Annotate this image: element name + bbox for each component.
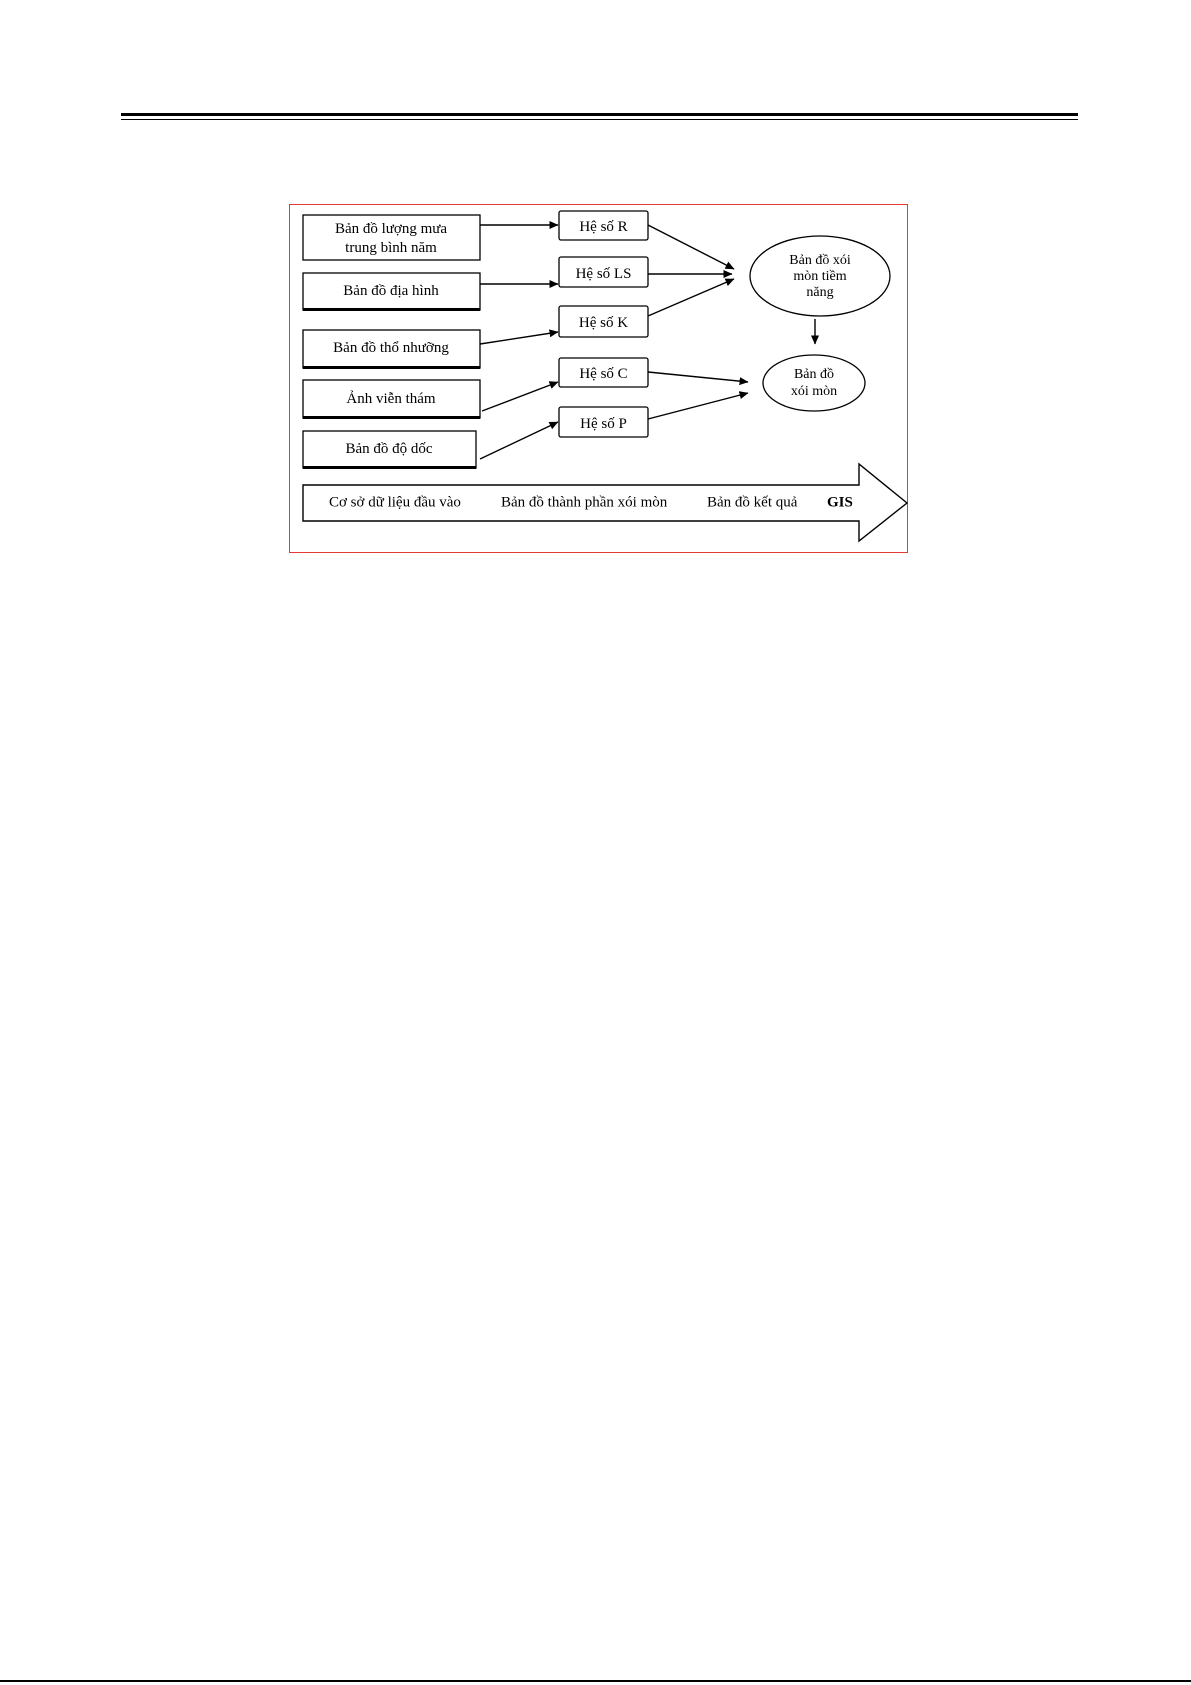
arrow-p-to-erosion bbox=[648, 393, 748, 419]
header-rule-thin bbox=[121, 119, 1078, 120]
erosion-map-line-1: Bản đồ bbox=[793, 367, 835, 382]
factor-box-r bbox=[559, 211, 648, 240]
stage-label-component-maps: Bản đồ thành phần xói mòn bbox=[501, 494, 668, 511]
potential-erosion-map-line-2: mòn tiềm bbox=[793, 269, 847, 284]
arrow-c-to-erosion bbox=[648, 372, 748, 382]
input-box-slope-label: Bản đồ độ dốc bbox=[345, 441, 433, 457]
input-box-soil bbox=[303, 330, 480, 369]
factor-box-r-label: Hệ số R bbox=[579, 219, 628, 235]
potential-erosion-map-line-1: Bản đồ xói bbox=[789, 253, 851, 268]
erosion-map-line-2: xói mòn bbox=[790, 384, 838, 399]
footer-rule bbox=[0, 1680, 1191, 1682]
stage-label-gis: GIS bbox=[827, 494, 853, 511]
input-box-topography bbox=[303, 273, 480, 311]
factor-box-c bbox=[559, 358, 648, 387]
factor-box-p-label: Hệ số P bbox=[580, 416, 627, 432]
factor-box-k-label: Hệ số K bbox=[578, 315, 629, 331]
input-box-remote-sensing-label: Ảnh viễn thám bbox=[346, 391, 436, 407]
input-box-remote-sensing bbox=[303, 380, 480, 419]
arrow-r-to-potential bbox=[648, 225, 734, 269]
erosion-map-ellipse bbox=[763, 355, 865, 411]
potential-erosion-map-ellipse bbox=[750, 236, 890, 316]
input-box-slope bbox=[303, 431, 476, 469]
stage-label-input-db: Cơ sở dữ liệu đầu vào bbox=[329, 494, 461, 511]
input-box-topography-label: Bản đồ địa hình bbox=[343, 283, 439, 299]
factor-box-ls bbox=[559, 257, 648, 287]
arrow-k-to-potential bbox=[648, 279, 734, 316]
input-box-soil-label: Bản đồ thổ nhưỡng bbox=[333, 340, 449, 356]
arrow-remote-sensing-to-c bbox=[482, 382, 558, 411]
erosion-flow-diagram bbox=[289, 204, 908, 553]
input-box-rainfall-line-1: Bản đồ lượng mưa bbox=[334, 221, 448, 237]
factor-box-p bbox=[559, 407, 648, 437]
factor-box-c-label: Hệ số C bbox=[579, 366, 628, 382]
factor-box-k bbox=[559, 306, 648, 337]
arrow-slope-to-p bbox=[480, 422, 558, 459]
stage-label-result-map: Bản đồ kết quả bbox=[707, 494, 798, 511]
header-rule-thick bbox=[121, 113, 1078, 116]
factor-box-ls-label: Hệ số LS bbox=[575, 266, 632, 282]
input-box-rainfall bbox=[303, 215, 480, 260]
potential-erosion-map-line-3: năng bbox=[806, 285, 834, 300]
input-box-rainfall-line-2: trung bình năm bbox=[345, 240, 437, 256]
arrow-soil-to-k bbox=[480, 332, 558, 344]
